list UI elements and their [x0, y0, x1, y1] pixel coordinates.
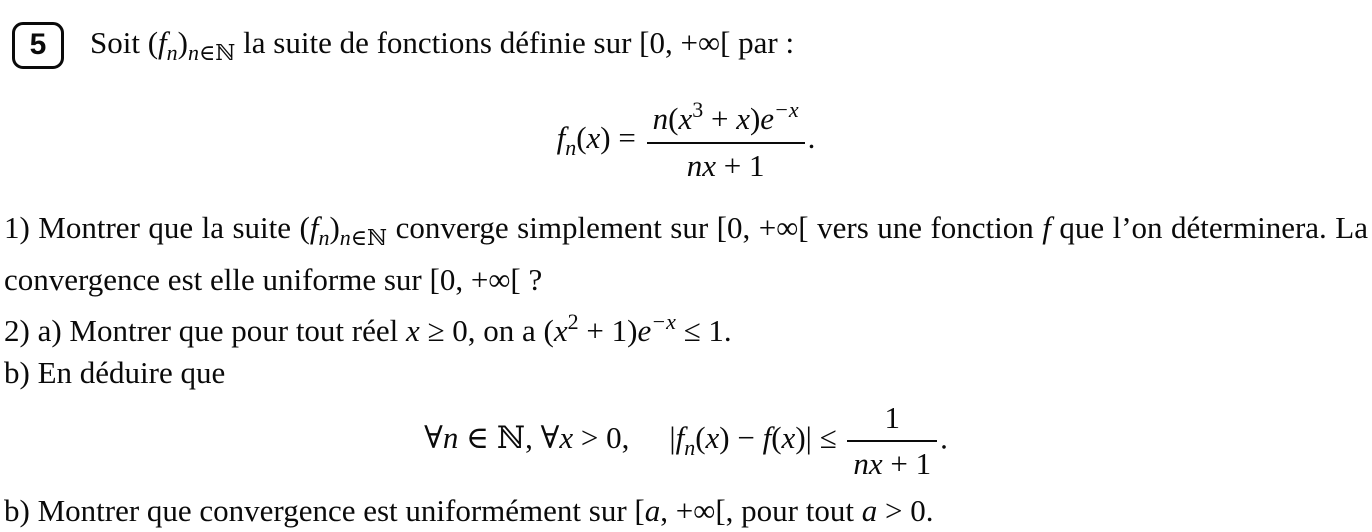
intro-text: Soit $(f_n)_{n\in ℕ}$ la suite de fonctions définie sur [0, +∞[ par :: [90, 24, 795, 65]
definition-formula-lhs: $f_n(x)$ =: [556, 119, 644, 160]
exercise-number-box: [12, 22, 64, 69]
inequality-formula-lhs: ∀n ∈ ℕ, ∀x > 0, $|f_n(x) - f(x)|$ ≤: [424, 420, 845, 461]
definition-formula-numerator: $n(x^3 + x)e^{-x}$: [652, 97, 799, 136]
inequality-formula: [4, 399, 1368, 484]
exercise-header: [12, 20, 1368, 70]
definition-formula-fraction: [647, 97, 805, 185]
question-2b-intro: b) En déduire que: [4, 354, 226, 390]
exercise-number: 5: [29, 28, 47, 61]
inequality-formula-numerator: 1: [884, 399, 900, 435]
inequality-formula-period: .: [940, 420, 948, 456]
question-1: 1) Montrer que la suite $(f_n)_{n\in ℕ}$ converge simplement sur [0, +∞[ vers une fonction f que l’on déterminera. La convergence est elle uniforme sur [0, +∞[ ?: [4, 209, 1368, 297]
question-2a: 2) a) Montrer que pour tout réel x ≥ 0, on a $(x^2 + 1)e^{-x} \le 1$.: [4, 308, 732, 348]
question-b-final: b) Montrer que convergence est uniformément sur [a, +∞[, pour tout a > 0.: [4, 493, 934, 529]
definition-formula: [4, 97, 1368, 185]
definition-formula-period: .: [807, 119, 816, 155]
definition-formula-denominator: nx + 1: [647, 142, 805, 185]
inequality-formula-denominator: nx + 1: [847, 440, 937, 483]
inequality-formula-fraction: [847, 399, 937, 484]
